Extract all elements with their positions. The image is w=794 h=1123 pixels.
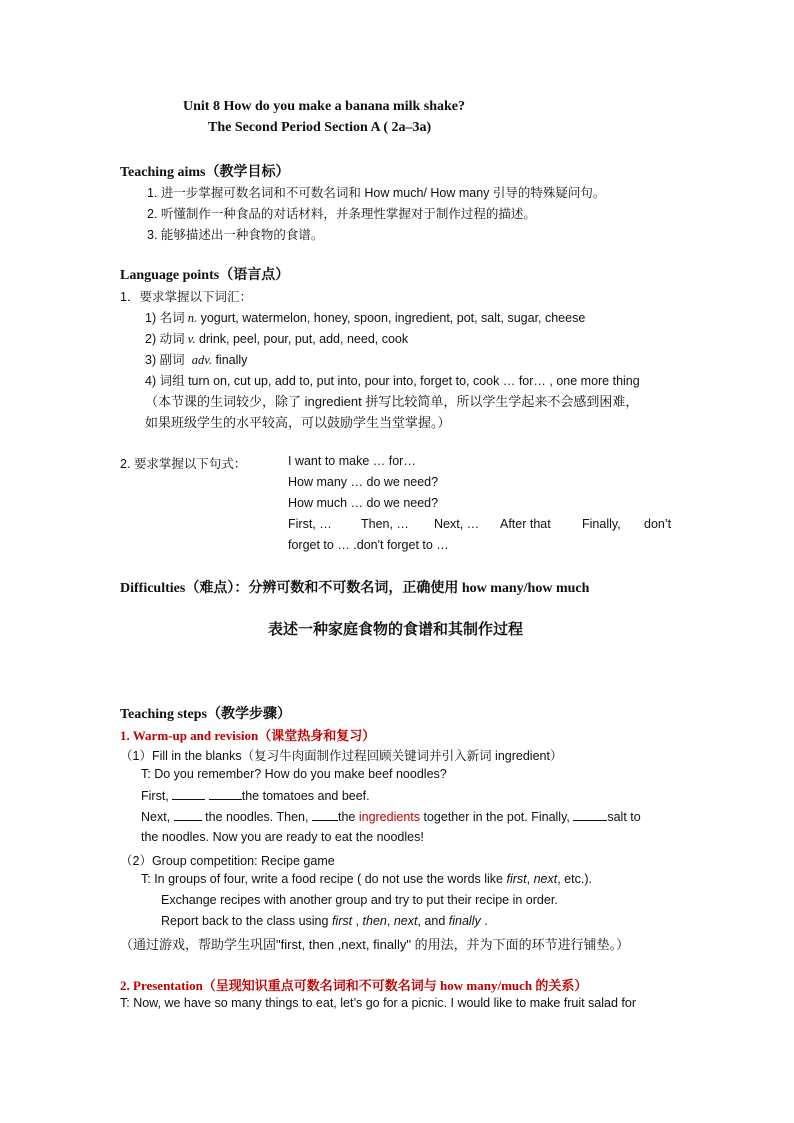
- verb-words: drink, peel, pour, put, add, need, cook: [195, 332, 409, 346]
- vocab-adverbs: [145, 350, 247, 368]
- vocab-intro: 1．要求掌握以下词汇：: [120, 290, 252, 304]
- vocab-nouns: [145, 308, 585, 326]
- difficulties-line-2: 表述一种家庭食物的食谱和其制作过程: [268, 621, 524, 638]
- title-line-2: The Second Period Section A ( 2a–3a): [208, 120, 432, 135]
- vocab-note-line-2: 如果班级学生的水平较高，可以鼓励学生当堂掌握。）: [145, 415, 451, 430]
- title-line-1: Unit 8 How do you make a banana milk shake?: [183, 99, 466, 114]
- vocab-phrases: [145, 371, 640, 389]
- adv-words: finally: [211, 353, 248, 367]
- warmup-part-2-title: （2）Group competition: Recipe game: [120, 854, 335, 868]
- adv-prefix: 3) 副词: [145, 353, 185, 367]
- g3-next: next: [393, 914, 418, 928]
- aims-item-2: 2. 听懂制作一种食品的对话材料，并条理性掌握对于制作过程的描述。: [147, 207, 536, 221]
- next-the-noodles: the noodles. Then,: [205, 810, 309, 824]
- group-line-1: [141, 872, 592, 886]
- aims-item-1: 1. 进一步掌握可数名词和不可数名词和 How much/ How many 引导的特殊疑问句。: [147, 186, 606, 200]
- blank-2[interactable]: [209, 788, 242, 800]
- blank-4[interactable]: [312, 809, 338, 821]
- warmup-next-line: [141, 809, 641, 824]
- g3-finally: finally: [448, 914, 481, 928]
- first-suffix: the tomatoes and beef.: [241, 789, 370, 803]
- group-line-3-text: Report back to the class using: [161, 914, 329, 928]
- verb-prefix: 2) 动词: [145, 332, 185, 346]
- aims-item-3: 3. 能够描述出一种食物的食谱。: [147, 228, 324, 242]
- steps-heading: Teaching steps（教学步骤）: [120, 707, 292, 722]
- vocab-note-line-1: （本节课的生词较少，除了 ingredient 拼写比较简单，所以学生学起来不会感到困难，: [145, 394, 639, 409]
- phrase-words: turn on, cut up, add to, put into, pour into, forget to, cook … for… , one more thing: [184, 374, 640, 388]
- g3-sep-1: ,: [352, 914, 360, 928]
- warmup-t-line: T: Do you remember? How do you make beef noodles?: [141, 767, 447, 781]
- group-first-word: first: [506, 872, 527, 886]
- difficulties-text: 分辨可数和不可数名词，正确使用 how many/how much: [248, 581, 590, 596]
- first-prefix: First,: [141, 789, 169, 803]
- sentence-2: How many … do we need?: [288, 475, 439, 489]
- sentence-1: I want to make … for…: [288, 454, 416, 468]
- group-line-2: Exchange recipes with another group and try to put their recipe in order.: [161, 893, 558, 907]
- verb-pos: v.: [187, 332, 196, 346]
- g3-end: .: [480, 914, 488, 928]
- next-prefix: Next,: [141, 810, 171, 824]
- adv-pos: adv.: [191, 353, 212, 367]
- aims-heading: Teaching aims（教学目标）: [120, 165, 290, 180]
- ingredients-word: ingredients: [358, 810, 420, 824]
- next-together: together in the pot. Finally,: [423, 810, 570, 824]
- group-line-3: [161, 914, 488, 928]
- sentences-intro: 2. 要求掌握以下句式：: [120, 457, 247, 471]
- sentence-3: How much … do we need?: [288, 496, 439, 510]
- seq-word-next: Next, …: [434, 517, 480, 531]
- vocab-verbs: [145, 329, 408, 347]
- seq-word-then: Then, …: [361, 517, 409, 531]
- g3-then: then: [362, 914, 387, 928]
- presentation-heading: 2. Presentation（呈现知识重点可数名词和不可数名词与 how many/much 的关系）: [120, 978, 588, 993]
- seq-word-dont: don’t: [644, 517, 672, 531]
- blank-1[interactable]: [172, 788, 205, 800]
- difficulties-line: [120, 577, 589, 597]
- g3-sep-3: , and: [417, 914, 446, 928]
- presentation-text: T: Now, we have so many things to eat, let’s go for a picnic. I would like to make fruit salad for: [120, 996, 636, 1010]
- group-etc: , etc.).: [557, 872, 592, 886]
- game-note: （通过游戏，帮助学生巩固"first, then ,next, finally" 的用法，并为下面的环节进行铺垫。）: [120, 937, 630, 952]
- noun-prefix: 1) 名词: [145, 311, 185, 325]
- group-line-1-text: T: In groups of four, write a food recipe ( do not use the words like: [141, 872, 503, 886]
- group-comma: ,: [526, 872, 531, 886]
- difficulties-label: Difficulties（难点）：: [120, 581, 249, 596]
- phrase-prefix: 4) 词组: [145, 374, 185, 388]
- group-next-word: next: [533, 872, 558, 886]
- noun-pos: n.: [187, 311, 198, 325]
- seq-word-after-that: After that: [500, 517, 551, 531]
- warmup-noodles-end: the noodles. Now you are ready to eat the noodles!: [141, 830, 424, 844]
- noun-words: yogurt, watermelon, honey, spoon, ingredient, pot, salt, sugar, cheese: [197, 311, 586, 325]
- seq-line-2: forget to … .don't forget to …: [288, 538, 449, 552]
- g3-first: first: [331, 914, 353, 928]
- seq-word-first: First, …: [288, 517, 332, 531]
- g3-sep-2: ,: [386, 914, 391, 928]
- next-salt-to: salt to: [607, 810, 641, 824]
- warmup-first-line: [141, 788, 370, 803]
- blank-5[interactable]: [573, 809, 607, 821]
- next-the: the: [337, 810, 356, 824]
- seq-word-finally: Finally,: [582, 517, 621, 531]
- blank-3[interactable]: [174, 809, 202, 821]
- warmup-heading: 1. Warm-up and revision（课堂热身和复习）: [120, 728, 376, 743]
- warmup-part-1-title: （1）Fill in the blanks（复习牛肉面制作过程回顾关键词并引入新词 ingredient）: [120, 749, 563, 763]
- language-heading: Language points（语言点）: [120, 268, 290, 283]
